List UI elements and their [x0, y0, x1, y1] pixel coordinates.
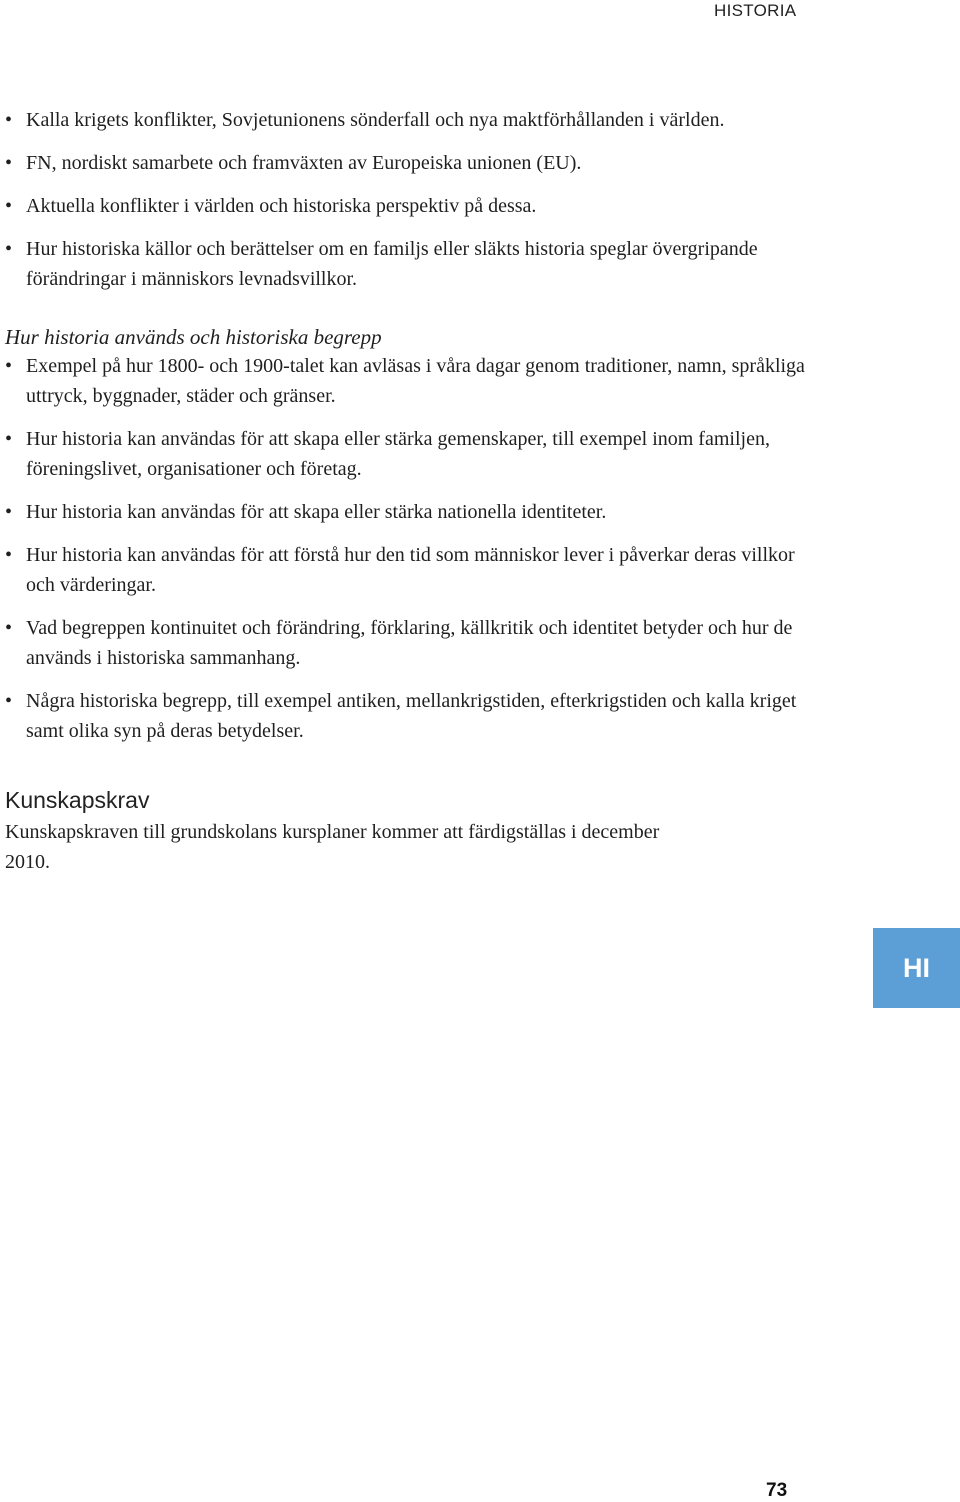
- bullet-icon: •: [5, 544, 13, 566]
- list-item-text: Hur historiska källor och berättelser om en familjs eller släkts historia speglar övergripande förändringar i människors levnadsvillkor.: [26, 238, 758, 290]
- list-item-text: Hur historia kan användas för att skapa eller stärka gemenskaper, till exempel inom familjen, föreningslivet, organisationer och företag.: [26, 428, 770, 480]
- section-paragraph: Kunskapskraven till grundskolans kursplaner kommer att färdigställas i december 2010.: [5, 821, 660, 873]
- list-item-text: FN, nordiskt samarbete och framväxten av Europeiska unionen (EU).: [26, 152, 582, 174]
- list-item-text: Vad begreppen kontinuitet och förändring, förklaring, källkritik och identitet betyder och hur de används i historiska sammanhang.: [26, 617, 793, 669]
- bullet-icon: •: [5, 617, 13, 639]
- list-item-text: Kalla krigets konflikter, Sovjetunionens sönderfall och nya maktförhållanden i världen.: [26, 109, 725, 131]
- list-item-text: Hur historia kan användas för att förstå hur den tid som människor lever i påverkar deras villkor och värderingar.: [26, 544, 795, 596]
- subject-tab: [873, 928, 960, 1008]
- subject-tab-label: HI: [903, 952, 930, 983]
- running-header: HISTORIA: [714, 1, 797, 20]
- bullet-icon: •: [5, 428, 13, 450]
- list-item-text: Några historiska begrepp, till exempel antiken, mellankrigstiden, efterkrigstiden och kalla kriget samt olika syn på deras betydelser.: [26, 690, 797, 742]
- bullet-icon: •: [5, 501, 13, 523]
- list-item: [5, 148, 805, 178]
- bullet-icon: •: [5, 355, 13, 377]
- bullet-icon: •: [5, 238, 13, 260]
- list-item: [5, 191, 805, 221]
- bullet-icon: •: [5, 152, 13, 174]
- bullet-icon: •: [5, 195, 13, 217]
- list-item: [5, 686, 805, 746]
- bullet-list-b: [5, 351, 805, 759]
- list-item: [5, 234, 805, 294]
- list-item-text: Aktuella konflikter i världen och historiska perspektiv på dessa.: [26, 195, 537, 217]
- subheading: Hur historia används och historiska begrepp: [5, 325, 382, 349]
- section-heading: Kunskapskrav: [5, 787, 150, 813]
- list-item: [5, 613, 805, 673]
- list-item: [5, 424, 805, 484]
- list-item: [5, 497, 805, 527]
- page-number: 73: [766, 1480, 788, 1501]
- bullet-list-a: [5, 105, 805, 307]
- list-item-text: Exempel på hur 1800- och 1900-talet kan avläsas i våra dagar genom traditioner, namn, språkliga uttryck, byggnader, städer och gränser.: [26, 355, 805, 407]
- bullet-icon: •: [5, 109, 13, 131]
- list-item: [5, 540, 805, 600]
- list-item-text: Hur historia kan användas för att skapa eller stärka nationella identiteter.: [26, 501, 607, 523]
- list-item: [5, 105, 805, 135]
- list-item: [5, 351, 805, 411]
- bullet-icon: •: [5, 690, 13, 712]
